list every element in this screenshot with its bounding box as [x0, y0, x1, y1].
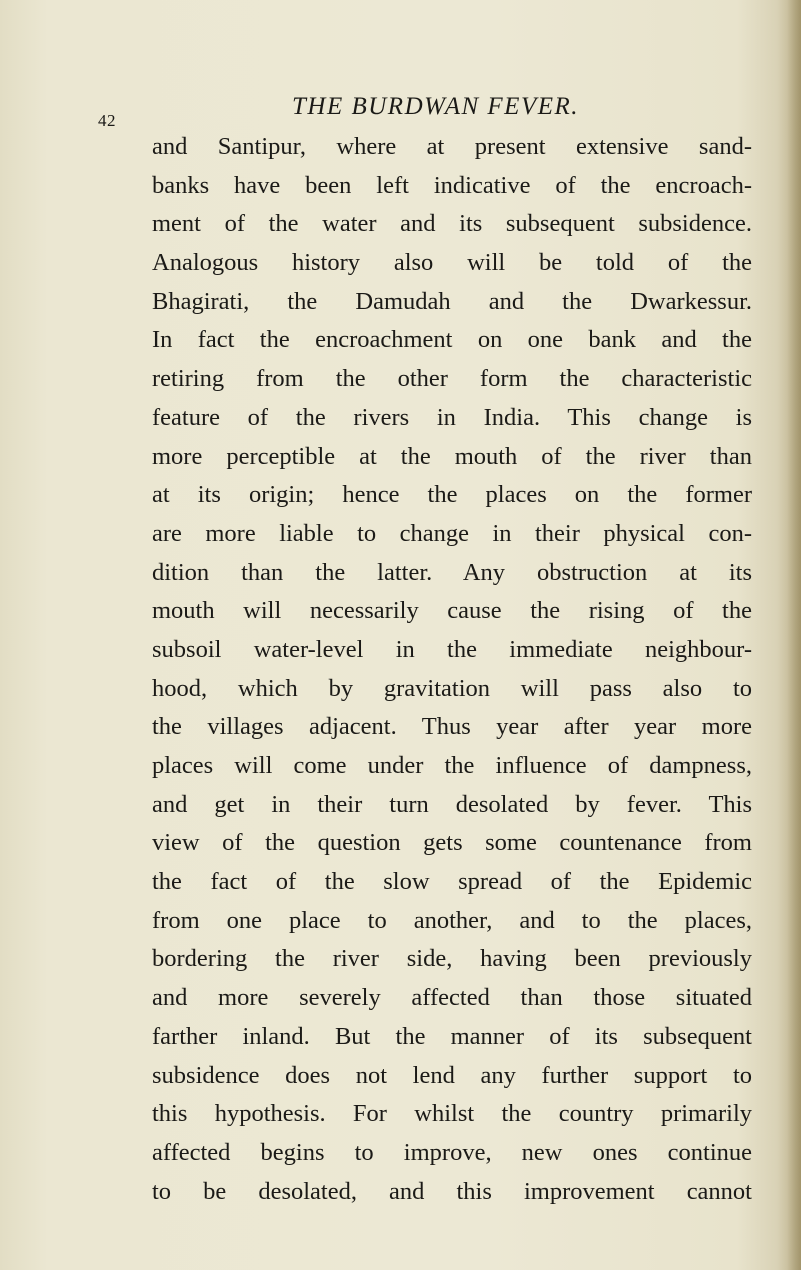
- text-line: banks have been left indicative of the encroach-: [152, 171, 752, 199]
- text-line: dition than the latter. Any obstruction at its: [152, 558, 752, 586]
- text-line: ment of the water and its subsequent subsidence.: [152, 210, 752, 238]
- text-line: subsoil water-level in the immediate neighbour-: [152, 635, 752, 663]
- text-line: Analogous history also will be told of the: [152, 249, 752, 277]
- text-line: to be desolated, and this improvement cannot: [152, 1177, 752, 1205]
- text-line: are more liable to change in their physical con-: [152, 519, 752, 547]
- text-line: more perceptible at the mouth of the river than: [152, 442, 752, 470]
- text-line: Bhagirati, the Damudah and the Dwarkessur.: [152, 287, 752, 315]
- text-line: subsidence does not lend any further support to: [152, 1061, 752, 1089]
- text-line: and more severely affected than those situated: [152, 984, 752, 1012]
- text-line: the villages adjacent. Thus year after year more: [152, 713, 752, 741]
- text-line: bordering the river side, having been previously: [152, 945, 752, 973]
- text-line: and Santipur, where at present extensive sand-: [152, 133, 752, 160]
- text-line: from one place to another, and to the places,: [152, 906, 752, 934]
- text-line: view of the question gets some countenance from: [152, 829, 752, 857]
- text-line: retiring from the other form the characteristic: [152, 365, 752, 393]
- body-text: [152, 128, 752, 1211]
- page-number: 42: [98, 111, 116, 130]
- text-line: In fact the encroachment on one bank and the: [152, 326, 752, 354]
- text-line: feature of the rivers in India. This change is: [152, 403, 752, 431]
- running-head: THE BURDWAN FEVER.: [292, 93, 580, 120]
- text-line: and get in their turn desolated by fever. This: [152, 790, 752, 818]
- text-line: mouth will necessarily cause the rising of the: [152, 597, 752, 625]
- text-line: this hypothesis. For whilst the country primarily: [152, 1100, 752, 1128]
- text-line: the fact of the slow spread of the Epidemic: [152, 868, 752, 896]
- text-line: affected begins to improve, new ones continue: [152, 1138, 752, 1166]
- text-line: at its origin; hence the places on the former: [152, 481, 752, 509]
- text-line: places will come under the influence of dampness,: [152, 752, 752, 779]
- text-line: hood, which by gravitation will pass also to: [152, 674, 752, 702]
- page-edge-shadow: [787, 0, 801, 1270]
- text-line: farther inland. But the manner of its subsequent: [152, 1022, 752, 1050]
